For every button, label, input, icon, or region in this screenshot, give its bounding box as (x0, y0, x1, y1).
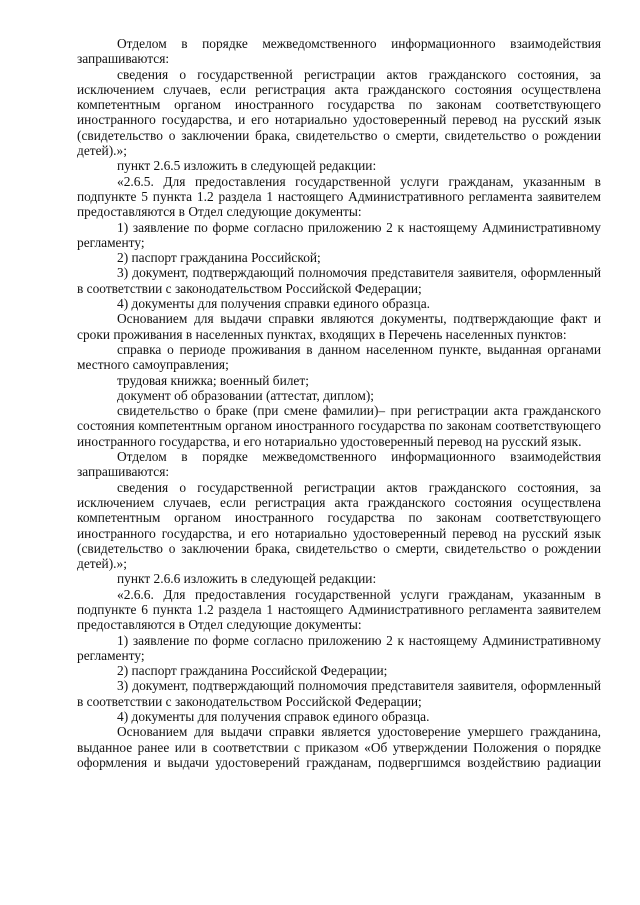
paragraph: пункт 2.6.5 изложить в следующей редакции: (117, 158, 377, 174)
paragraph: 2) паспорт гражданина Российской; (117, 250, 321, 266)
paragraph: 4) документы для получения справки единого образца. (117, 296, 430, 312)
paragraph: Основанием для выдачи справки является удостоверение умершего гражданина, выданное ранее или в соответствии с приказом «Об утверждении Положения о порядке оформления и выдачи удостоверений гражданам, подвергшимся воздействию радиации (77, 724, 601, 770)
paragraph: Отделом в порядке межведомственного информационного взаимодействия запрашиваются: (77, 36, 601, 67)
paragraph: документ об образовании (аттестат, диплом); (117, 387, 375, 403)
paragraph: «2.6.6. Для предоставления государственной услуги гражданам, указанным в подпункте 6 пункта 1.2 раздела 1 настоящего Административного регламента заявителем предоставляются в Отдел следующие документы: (77, 586, 601, 633)
paragraph: Основанием для выдачи справки являются документы, подтверждающие факт и сроки проживания в населенных пунктах, входящих в Перечень населенных пунктов: (77, 311, 601, 342)
paragraph: трудовая книжка; военный билет; (117, 372, 309, 388)
paragraph: 2) паспорт гражданина Российской Федерации; (117, 663, 388, 679)
paragraph: справка о периоде проживания в данном населенном пункте, выданная органами местного самоуправления; (77, 341, 601, 373)
paragraph: сведения о государственной регистрации актов гражданского состояния, за исключением случаев, если регистрация акта гражданского состояния осуществлена компетентным органом иностранного государства по законам соответствующего иностранного государства, и его нотариально удостоверенный перевод на русский язык (свидетельство о заключении брака, свидетельство о смерти, свидетельство о рождении детей).»; (77, 66, 601, 159)
paragraph: сведения о государственной регистрации актов гражданского состояния, за исключением случаев, если регистрация акта гражданского состояния осуществлена компетентным органом иностранного государства по законам соответствующего иностранного государства, и его нотариально удостоверенный перевод на русский язык (свидетельство о заключении брака, свидетельство о смерти, свидетельство о рождении детей).»; (77, 479, 601, 572)
paragraph: 1) заявление по форме согласно приложению 2 к настоящему Административному регламенту; (77, 219, 601, 250)
paragraph: пункт 2.6.6 изложить в следующей редакции: (117, 571, 377, 587)
document-page (77, 36, 601, 770)
paragraph: 3) документ, подтверждающий полномочия представителя заявителя, оформленный в соответствии с законодательством Российской Федерации; (77, 265, 601, 296)
paragraph: свидетельство о браке (при смене фамилии)– при регистрации акта гражданского состояния компетентным органом иностранного государства по законам соответствующего иностранного государства, и его нотариально удостоверенный перевод на русский язык. (77, 403, 601, 449)
paragraph: 1) заявление по форме согласно приложению 2 к настоящему Административному регламенту; (77, 632, 601, 663)
paragraph: «2.6.5. Для предоставления государственной услуги гражданам, указанным в подпункте 5 пункта 1.2 раздела 1 настоящего Административного регламента заявителем предоставляются в Отдел следующие документы: (77, 173, 601, 220)
paragraph: 3) документ, подтверждающий полномочия представителя заявителя, оформленный в соответствии с законодательством Российской Федерации; (77, 678, 601, 709)
paragraph: Отделом в порядке межведомственного информационного взаимодействия запрашиваются: (77, 449, 601, 480)
paragraph: 4) документы для получения справок единого образца. (117, 709, 430, 725)
